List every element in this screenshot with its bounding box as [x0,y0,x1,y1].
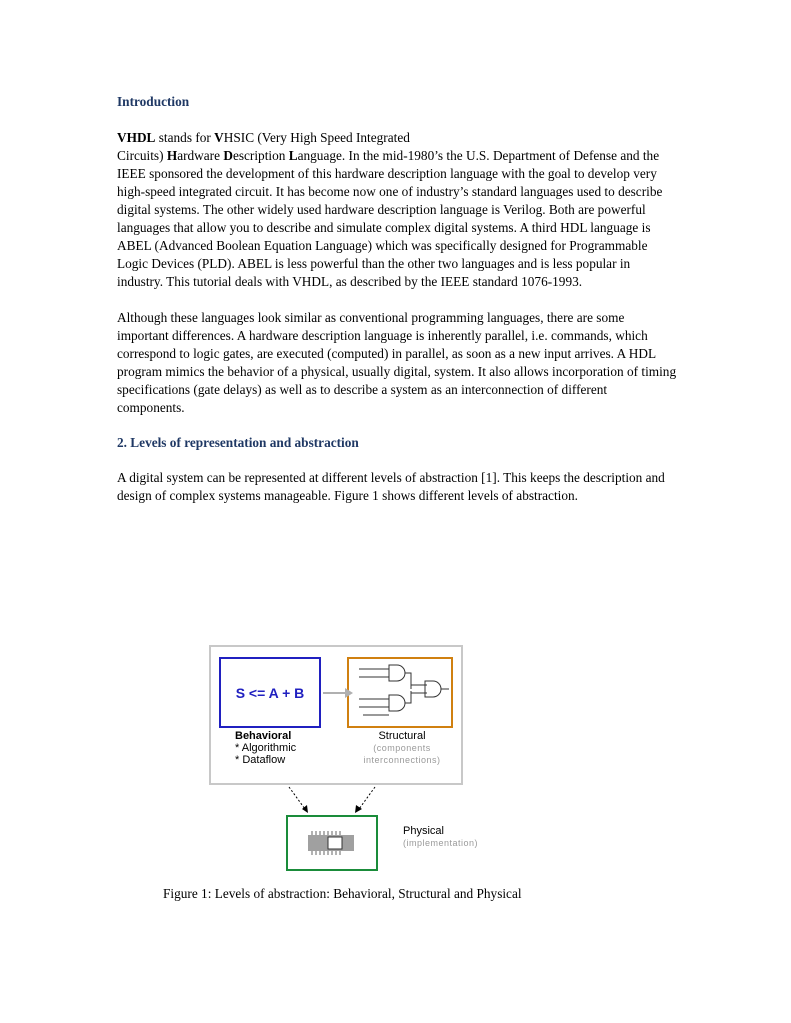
abstraction-figure [209,645,479,875]
structural-label: Structural (components interconnections) [363,730,441,765]
intro-paragraph-1: VHDL stands for VHSIC (Very High Speed Integrated Circuits) Hardware Description Language. In the mid-1980’s the U.S. Department of Defense and the IEEE sponsored the development of this hardware description language with the goal to develop very high-speed integrated circuit. It has become now one of industry’s standard languages used to describe digital systems. The other widely used hardware description language is Verilog. Both are powerful languages that allow you to describe and simulate complex digital systems. A third HDL language is ABEL (Advanced Boolean Equation Language) which was specifically designed for Programmable Logic Devices (PLD). ABEL is less powerful than the other two languages and is less popular in industry. This tutorial deals with VHDL, as described by the IEEE standard 1076-1993. [117,130,663,289]
physical-label: Physical (implementation) [403,825,479,848]
section2-paragraph-1: A digital system can be represented at different levels of abstraction [1]. This keeps the description and design of complex systems manageable. Figure 1 shows different levels of abstraction. [117,470,665,503]
figure-caption: Figure 1: Levels of abstraction: Behavioral, Structural and Physical [163,886,522,901]
section2-heading: 2. Levels of representation and abstraction [117,435,359,450]
chip-icon [288,817,376,869]
behavioral-equation: S <= A + B [235,684,305,701]
vhdl-bold: VHDL [117,130,156,145]
intro-paragraph-2: Although these languages look similar as conventional programming languages, there are some important differences. A hardware description language is inherently parallel, i.e. commands, which correspond to logic gates, are executed (computed) in parallel, as soon as a new input arrives. A HDL program mimics the behavior of a physical, usually digital, system. It also allows incorporation of timing specifications (gate delays) as well as to describe a system as an interconnection of different components. [117,310,677,415]
document-body [117,93,677,505]
behavioral-label: Behavioral * Algorithmic * Dataflow [235,730,297,766]
physical-box [286,815,378,871]
intro-heading: Introduction [117,94,190,109]
